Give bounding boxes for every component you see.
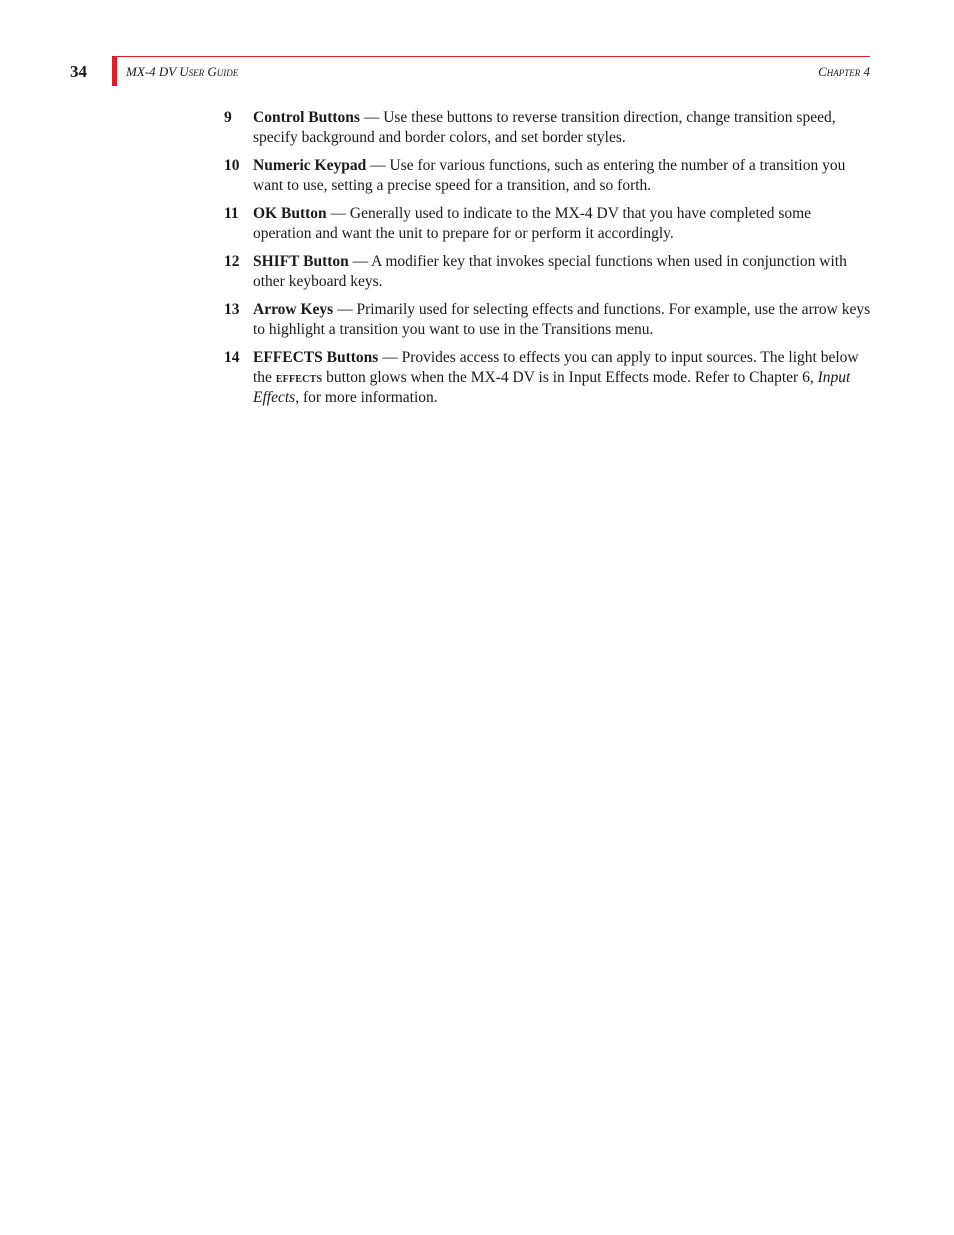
item-number: 14: [224, 349, 240, 366]
item-number: 13: [224, 301, 240, 318]
item-number: 12: [224, 253, 240, 270]
list-item: [224, 252, 872, 291]
header-rule: [117, 56, 870, 57]
running-head-right: Chapter 4: [818, 64, 870, 79]
page-number: 34: [70, 62, 87, 81]
item-description: — Use for various functions, such as entering the number of a transition you want to use, setting a precise speed for a transition, and so forth.: [253, 157, 846, 194]
item-description: — A modifier key that invokes special functions when used in conjunction with other keyboard keys.: [253, 253, 847, 290]
item-description-middle: button glows when the MX-4 DV is in Input Effects mode. Refer to Chapter 6,: [322, 368, 818, 386]
list-item: [224, 156, 872, 195]
running-head-left: MX-4 DV User Guide: [126, 64, 239, 79]
list-item: [224, 204, 872, 243]
item-list: [224, 108, 872, 417]
item-term: Numeric Keypad: [253, 157, 367, 174]
header-accent-bar: [112, 56, 117, 86]
effects-keyword: effects: [275, 370, 323, 386]
item-term: SHIFT Button: [253, 253, 349, 270]
chapter-reference: Input Effects: [253, 368, 851, 406]
item-term: EFFECTS Buttons: [253, 349, 379, 366]
list-item: [224, 348, 872, 408]
item-description: — Use these buttons to reverse transition direction, change transition speed, specify background and border colors, and set border styles.: [253, 109, 836, 146]
item-description-start: — Provides access to effects you can apply to input sources. The light below the: [253, 349, 859, 386]
item-description-end: , for more information.: [295, 389, 438, 406]
item-term: Control Buttons: [253, 109, 360, 126]
item-description: — Primarily used for selecting effects and functions. For example, use the arrow keys to highlight a transition you want to use in the Transitions menu.: [253, 301, 871, 338]
list-item: [224, 108, 872, 147]
item-number: 9: [224, 109, 232, 126]
item-term: Arrow Keys: [253, 301, 334, 318]
item-number: 10: [224, 157, 240, 174]
list-item: [224, 300, 872, 339]
item-term: OK Button: [253, 205, 327, 222]
item-description: — Generally used to indicate to the MX-4 DV that you have completed some operation and want the unit to prepare for or perform it accordingly.: [253, 205, 812, 242]
item-number: 11: [224, 205, 239, 222]
